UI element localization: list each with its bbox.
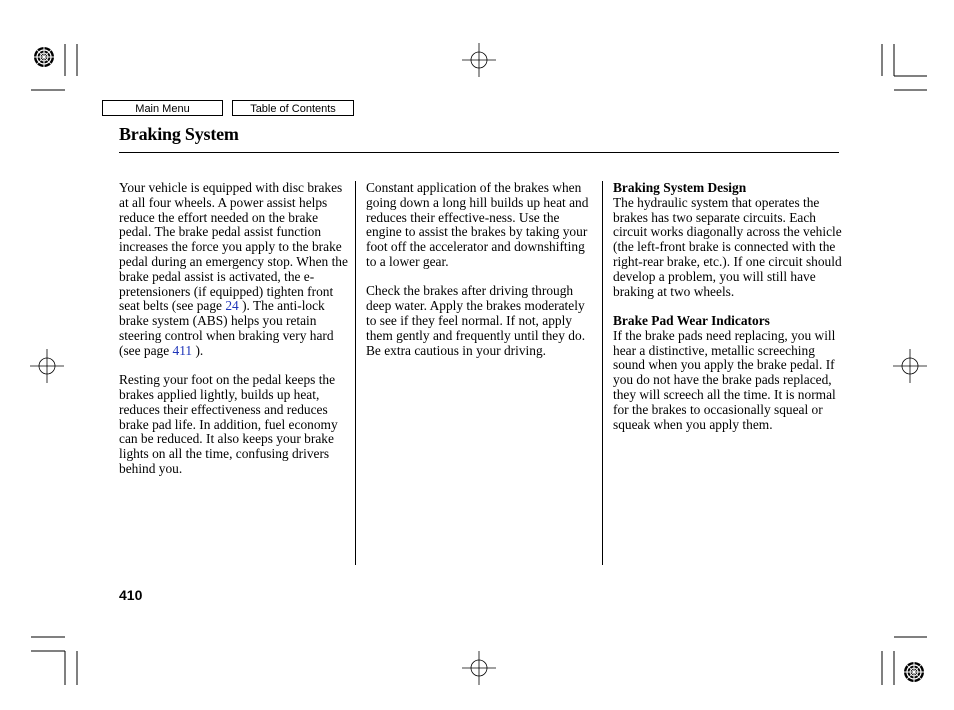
page-title: Braking System	[119, 124, 239, 144]
registration-starburst-top-left	[32, 45, 56, 69]
page-link-411[interactable]: 411	[172, 342, 193, 358]
paragraph-text: ).	[192, 342, 204, 358]
paragraph-brake-assist	[119, 181, 351, 359]
paragraph-text: Your vehicle is equipped with disc brakes at all four wheels. A power assist helps reduce the effort needed on the brake pedal. The brake pedal assist function increases the force you apply to the brake pedal during an emergency stop. When the brake pedal assist is activated, the e-pretensioners (if equipped) tighten front seat belts (see page	[119, 180, 348, 314]
paragraph-long-hill: Constant application of the brakes when going down a long hill builds up heat and reduces their effective-ness. Use the engine to assist the brakes by taking your foot off the accelerator and downshifting to a lower gear.	[366, 180, 589, 269]
text-column-2	[366, 181, 598, 373]
registration-crosshair-top	[462, 43, 496, 77]
registration-crosshair-bottom	[462, 651, 496, 685]
text-column-3	[613, 181, 843, 447]
registration-crosshair-left	[30, 349, 64, 383]
paragraph-deep-water: Check the brakes after driving through deep water. Apply the brakes moderately to see if they feel normal. If not, apply them gently and frequently until they do. Be extra cautious in your driving.	[366, 283, 586, 358]
paragraph-text: ). The anti-lock brake system (ABS) helps you retain steering control when braking very hard (see page	[119, 298, 334, 358]
paragraph-hydraulic-system: The hydraulic system that operates the brakes has two separate circuits. Each circuit works diagonally across the vehicle (the left-front brake is connected with the right-rear brake, etc.). If one circuit should develop a problem, you will still have braking at two wheels.	[613, 194, 842, 299]
paragraph-resting-foot: Resting your foot on the pedal keeps the brakes applied lightly, builds up heat, reduces their effectiveness and reduces brake pad life. In addition, fuel economy can be reduced. It also keeps your brake lights on all the time, confusing drivers behind you.	[119, 372, 338, 476]
table-of-contents-button[interactable]: Table of Contents	[232, 100, 354, 116]
column-divider	[602, 181, 603, 565]
title-divider	[119, 152, 839, 153]
heading-braking-system-design: Braking System Design	[613, 180, 747, 195]
text-column-1	[119, 181, 351, 491]
paragraph-brake-pads: If the brake pads need replacing, you will hear a distinctive, metallic screeching sound when you apply the brake pedal. If you do not have the brake pads replaced, they will screech all the time. It is normal for the brakes to occasionally squeal or squeak when you apply them.	[613, 327, 836, 432]
main-menu-button[interactable]: Main Menu	[102, 100, 223, 116]
column-divider	[355, 181, 356, 565]
registration-starburst-bottom-right	[902, 660, 926, 684]
registration-crosshair-right	[893, 349, 927, 383]
page-number: 410	[119, 587, 143, 603]
page-link-24[interactable]: 24	[225, 298, 239, 314]
heading-brake-pad-wear-indicators: Brake Pad Wear Indicators	[613, 312, 770, 328]
